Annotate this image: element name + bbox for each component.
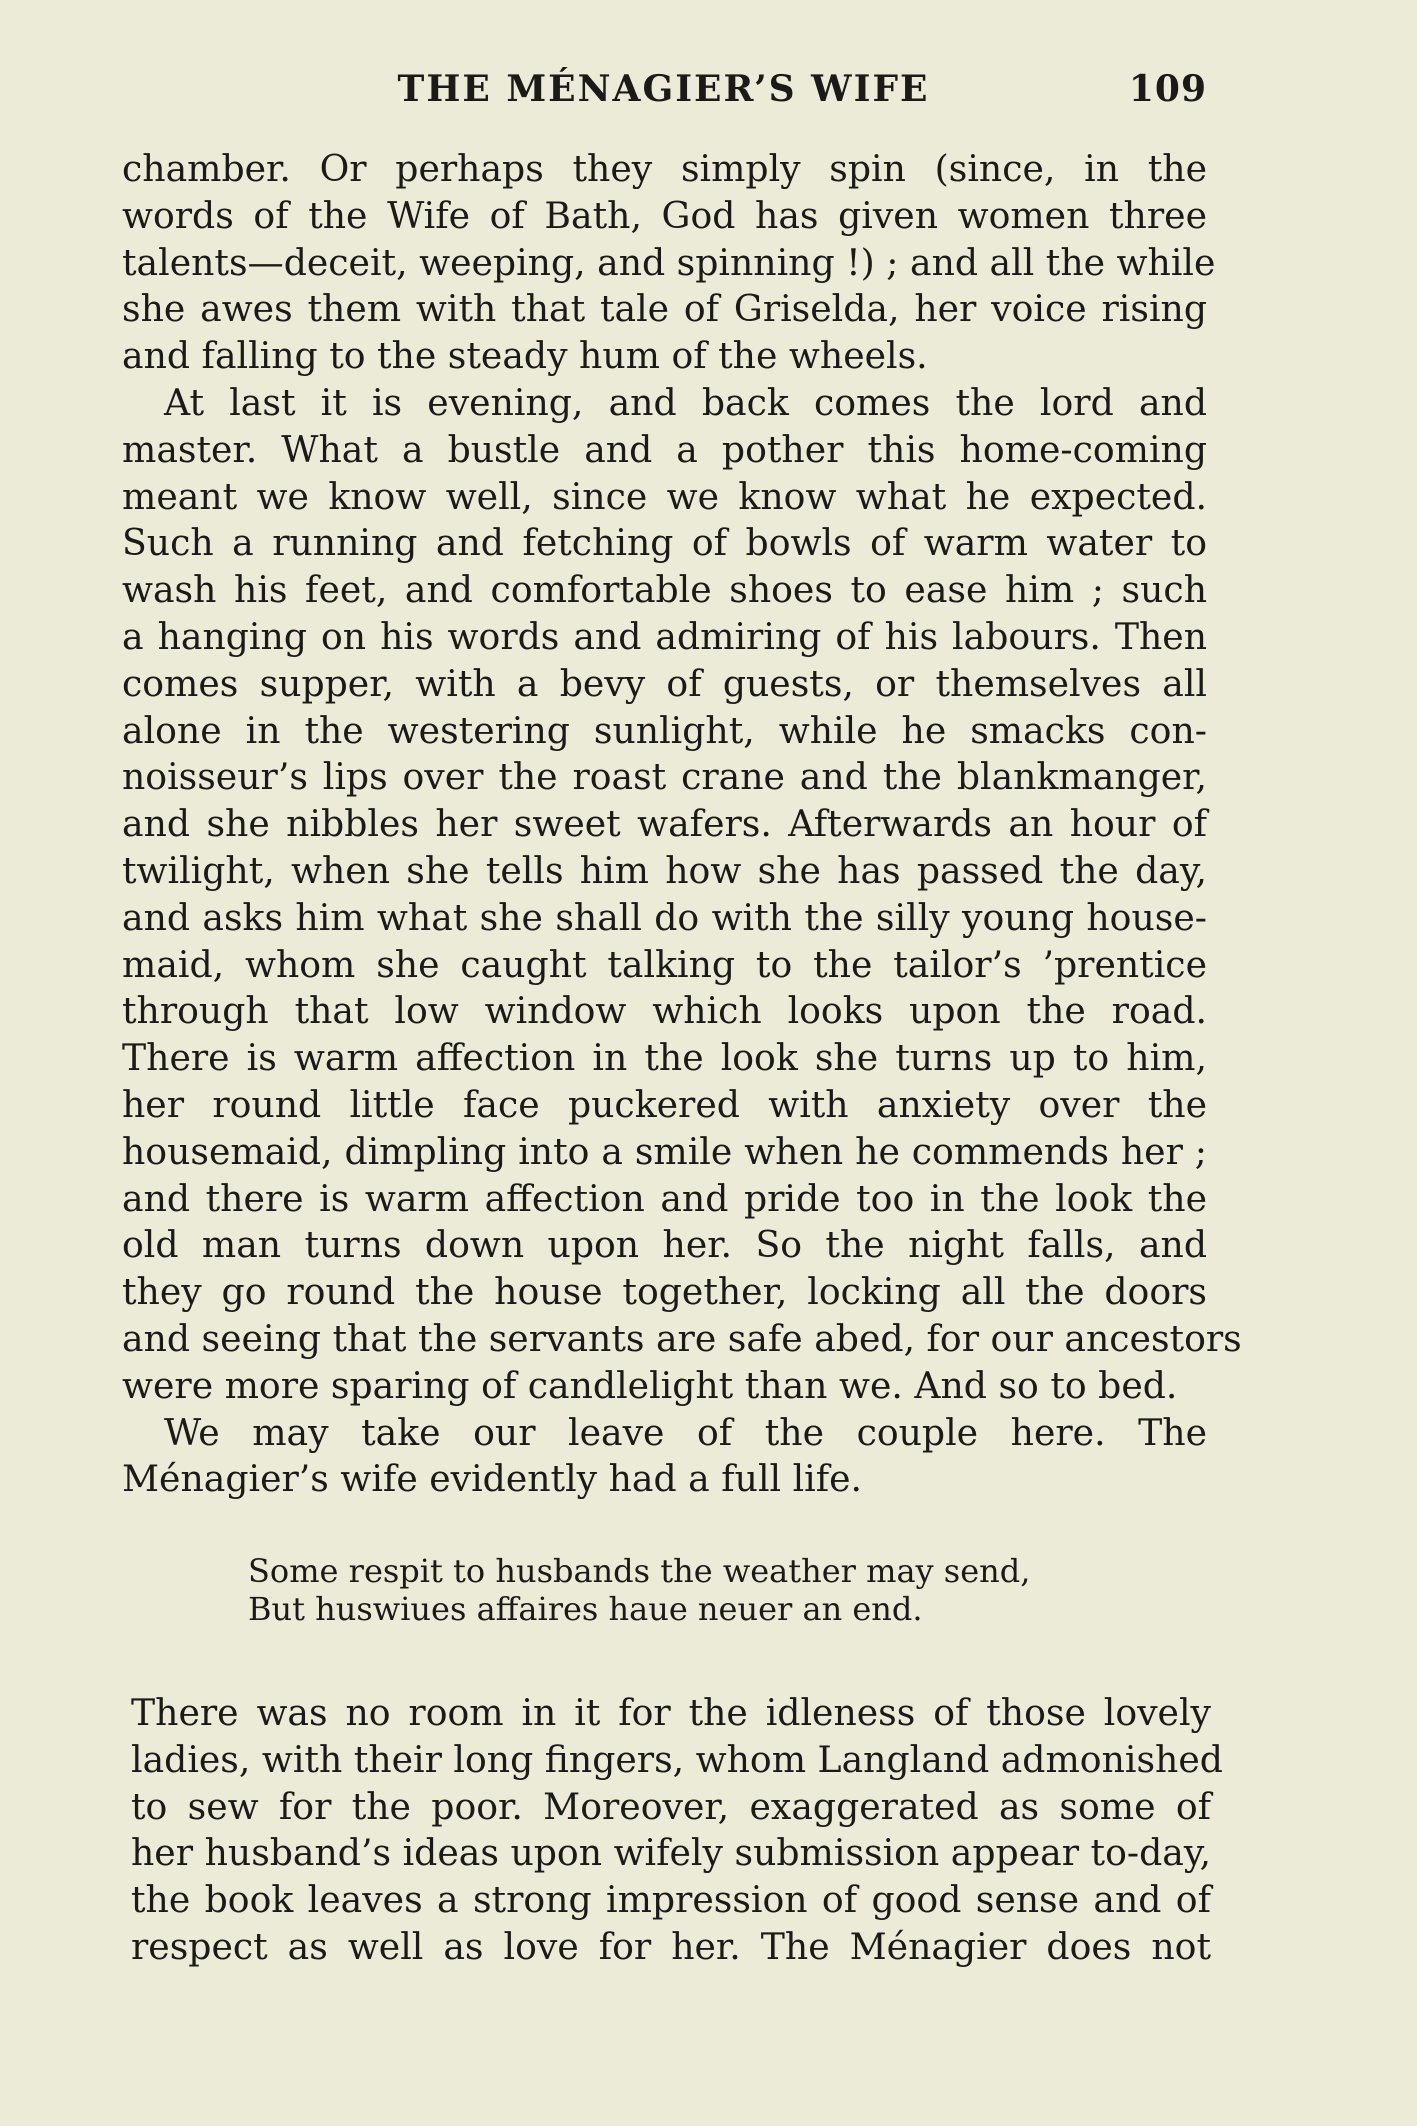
running-head: THE MÉNAGIER’S WIFE — [397, 68, 930, 110]
text-line: words of the Wife of Bath, God has given women three — [122, 193, 1207, 237]
verse-line: Some respit to husbands the weather may send, — [248, 1552, 1031, 1590]
text-line: twilight, when she tells him how she has passed the day, — [122, 848, 1207, 892]
text-line: Ménagier’s wife evidently had a full life. — [122, 1457, 863, 1501]
page-header — [120, 68, 1207, 124]
text-line: We may take our leave of the couple here. The — [164, 1410, 1207, 1454]
text-line: a hanging on his words and admiring of his labours. Then — [122, 614, 1207, 658]
text-line: they go round the house together, locking all the doors — [122, 1270, 1207, 1314]
text-line: were more sparing of candlelight than we. And so to bed. — [122, 1363, 1178, 1407]
paragraph-4 — [131, 1690, 1223, 1971]
text-line: At last it is evening, and back comes the lord and — [164, 380, 1207, 424]
text-line: and falling to the steady hum of the wheels. — [122, 334, 928, 378]
text-line: through that low window which looks upon the road. — [122, 989, 1207, 1033]
text-line: master. What a bustle and a pother this home-coming — [122, 427, 1207, 471]
page-number: 109 — [1128, 68, 1207, 110]
text-line: talents—deceit, weeping, and spinning !) ; and all the while — [122, 240, 1216, 284]
text-line: her round little face puckered with anxiety over the — [122, 1082, 1207, 1126]
text-line: There is warm affection in the look she turns up to him, — [122, 1036, 1207, 1080]
text-line: the book leaves a strong impression of good sense and of — [131, 1878, 1211, 1922]
text-line: ladies, with their long fingers, whom Langland admonished — [131, 1737, 1223, 1781]
paragraph-1 — [122, 146, 1216, 380]
text-line: respect as well as love for her. The Ménagier does not — [131, 1924, 1211, 1968]
text-line: Such a running and fetching of bowls of warm water to — [122, 521, 1207, 565]
text-line: and there is warm affection and pride too in the look the — [122, 1176, 1207, 1220]
text-line: maid, whom she caught talking to the tailor’s ’prentice — [122, 942, 1207, 986]
text-line: housemaid, dimpling into a smile when he commends her ; — [122, 1129, 1207, 1173]
verse-line: But huswiues affaires haue neuer an end. — [248, 1590, 923, 1628]
text-line: and seeing that the servants are safe abed, for our ancestors — [122, 1316, 1242, 1360]
verse-quote — [248, 1552, 1030, 1628]
paragraph-3 — [122, 1410, 1207, 1504]
text-line: and asks him what she shall do with the silly young house- — [122, 895, 1207, 939]
text-line: alone in the westering sunlight, while he smacks con- — [122, 708, 1207, 752]
text-line: chamber. Or perhaps they simply spin (since, in the — [122, 147, 1207, 190]
text-line: she awes them with that tale of Griselda, her voice rising — [122, 287, 1207, 331]
text-line: There was no room in it for the idleness of those lovely — [131, 1691, 1211, 1734]
text-line: and she nibbles her sweet wafers. Afterwards an hour of — [122, 802, 1207, 846]
text-line: meant we know well, since we know what he expected. — [122, 474, 1207, 518]
main-text — [122, 146, 1242, 1503]
text-line: wash his feet, and comfortable shoes to ease him ; such — [122, 568, 1207, 612]
text-line: comes supper, with a bevy of guests, or themselves all — [122, 661, 1207, 705]
text-line: to sew for the poor. Moreover, exaggerated as some of — [131, 1784, 1211, 1828]
paragraph-2 — [122, 380, 1242, 1410]
text-line: noisseur’s lips over the roast crane and the blankmanger, — [122, 755, 1207, 799]
text-line: old man turns down upon her. So the night falls, and — [122, 1223, 1207, 1267]
text-line: her husband’s ideas upon wifely submission appear to-day, — [131, 1831, 1211, 1875]
